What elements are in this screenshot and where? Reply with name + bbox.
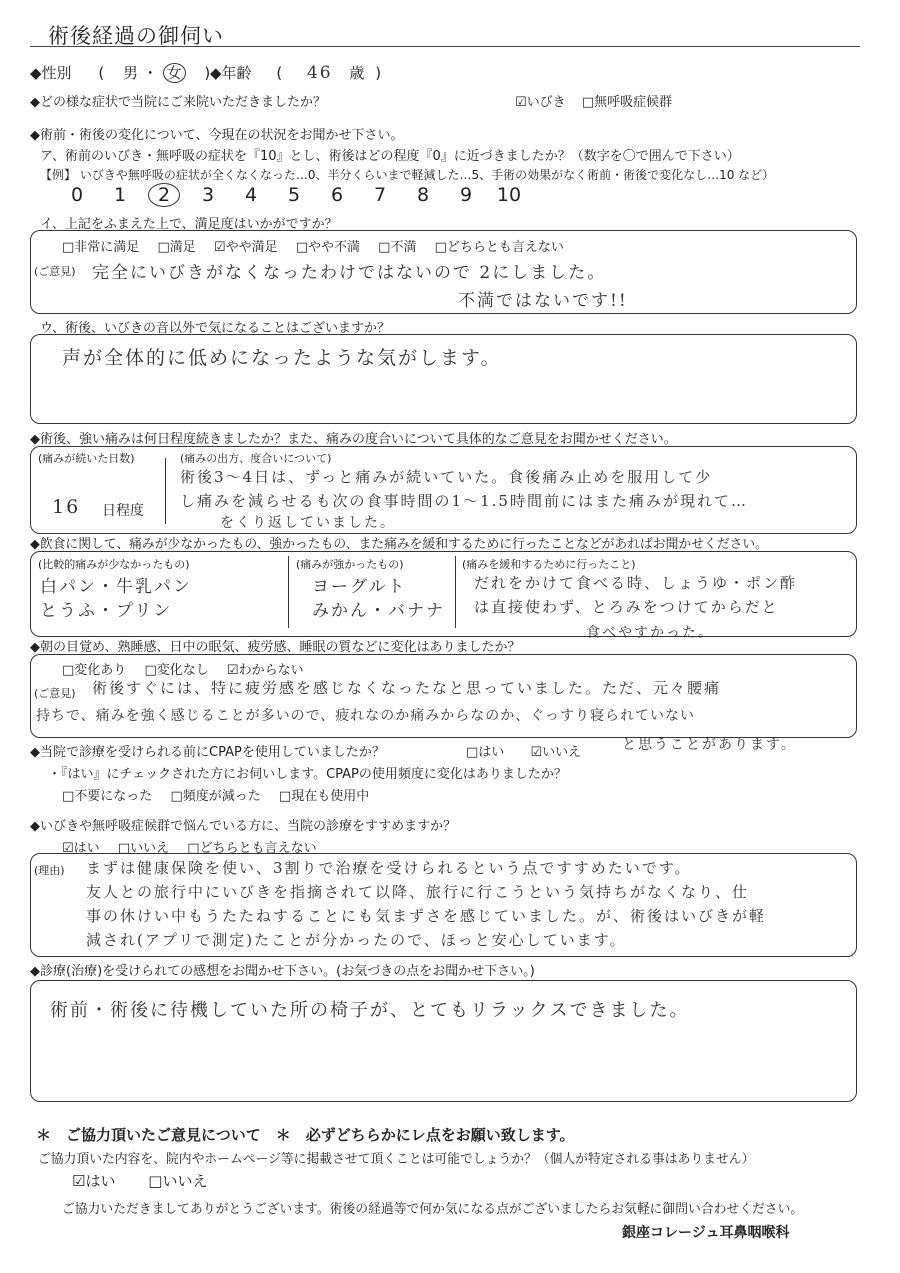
consent-no-checkbox[interactable]: □	[148, 1172, 163, 1190]
satisfaction-option[interactable]: □満足	[157, 240, 196, 255]
satisfaction-opinion-label: (ご意見)	[34, 265, 76, 278]
recommend-option[interactable]: □どちらとも言えない	[187, 841, 317, 856]
gender-sep: ・	[142, 64, 158, 82]
other-answer[interactable]: 声が全体的に低めになったような気がします。	[62, 347, 502, 369]
sleep-option[interactable]: ☑わからない	[226, 663, 304, 678]
satisfaction-option[interactable]: □やや不満	[295, 240, 361, 255]
scale-3[interactable]: 3	[201, 184, 215, 206]
scale-7[interactable]: 7	[373, 184, 387, 206]
recommend-option[interactable]: □いいえ	[117, 841, 170, 856]
food-col2-b[interactable]: みかん・バナナ	[312, 601, 445, 621]
food-col2-a[interactable]: ヨーグルト	[312, 577, 407, 597]
cpap-option[interactable]: □頻度が減った	[170, 789, 261, 804]
pain-days-label: (痛みが続いた日数)	[38, 452, 135, 465]
pain-days-value[interactable]: 16	[52, 496, 81, 518]
consent-options	[72, 1170, 207, 1191]
sleep-answer-3[interactable]: と思うことがあります。	[622, 737, 797, 753]
cpap-option[interactable]: □現在も使用中	[278, 789, 370, 804]
sleep-options	[62, 659, 318, 678]
food-heading: ◆飲食に関して、痛みが少なかったもの、強かったもの、また痛みを緩和するために行ったことなどがあればお聞かせください。	[30, 537, 768, 552]
pain-answer-1[interactable]: 術後3～4日は、ずっと痛みが続いていた。食後痛み止めを服用して少	[180, 468, 713, 486]
cpap-no-checkbox[interactable]: ☑	[530, 745, 543, 760]
cpap-option[interactable]: □不要になった	[62, 789, 153, 804]
symptom-snoring-checkbox[interactable]: ☑	[515, 95, 527, 110]
other-heading: ウ、術後、いびきの音以外で気になることはございますか？	[40, 321, 390, 336]
satisfaction-option[interactable]: □どちらとも言えない	[434, 240, 564, 255]
food-col3-a[interactable]: だれをかけて食べる時、しょうゆ・ポン酢	[474, 574, 798, 592]
scale-10[interactable]: 10	[496, 184, 522, 206]
scale-9[interactable]: 9	[459, 184, 473, 206]
pain-detail-label: (痛みの出方、度合いについて)	[180, 452, 332, 465]
satisfaction-option[interactable]: □非常に満足	[62, 240, 140, 255]
sleep-option[interactable]: □変化あり	[62, 663, 127, 678]
satisfaction-heading: イ、上記をふまえた上で、満足度はいかがですか？	[40, 217, 338, 232]
cpap-options	[466, 741, 581, 760]
symptom-apnea-label: 無呼吸症候群	[594, 95, 673, 110]
change-scale	[62, 183, 524, 207]
cpap-no-label: いいえ	[542, 745, 582, 760]
change-example: 【例】 いびきや無呼吸の症状が全くなくなった…0、半分くらいまで軽減した…5、手術の効果がなく術前・術後で変化なし…10 など）	[40, 168, 775, 182]
scale-5[interactable]: 5	[287, 184, 301, 206]
food-col1-b[interactable]: とうふ・プリン	[40, 601, 173, 621]
impression-answer[interactable]: 術前・術後に待機していた所の椅子が、とてもリラックスできました。	[50, 1000, 690, 1021]
symptom-question: ◆どの様な症状で当院にご来院いただきましたか？	[30, 95, 326, 110]
satisfaction-option[interactable]: ☑やや満足	[213, 240, 278, 255]
food-col3-c[interactable]: 食べやすかった。	[586, 625, 714, 641]
sleep-answer-1[interactable]: 術後すぐには、特に疲労感を感じなくなったなと思っていました。ただ、元々腰痛	[92, 679, 722, 697]
satisfaction-options	[62, 236, 578, 255]
symptom-snoring-label: いびき	[526, 95, 566, 110]
change-question: ア、術前のいびき・無呼吸の症状を『10』とし、術後はどの程度『0』に近づきましたか？（数字を〇で囲んで下さい）	[40, 149, 740, 164]
gender-male[interactable]: 男	[122, 64, 138, 82]
scale-0[interactable]: 0	[70, 184, 84, 206]
satisfaction-answer-2[interactable]: 不満ではないです!!	[458, 291, 628, 311]
consent-no-label: いいえ	[162, 1172, 208, 1190]
pain-divider	[165, 458, 166, 524]
satisfaction-option[interactable]: □不満	[378, 240, 417, 255]
impression-heading: ◆診療(治療)を受けられての感想をお聞かせ下さい。(お気づきの点をお聞かせ下さい。)	[30, 964, 535, 979]
cpap-followup: ・『はい』にチェックされた方にお伺いします。CPAPの使用頻度に変化はありましたか？	[48, 767, 567, 782]
recommend-heading: ◆いびきや無呼吸症候群で悩んでいる方に、当院の診療をすすめますか？	[30, 819, 457, 834]
gender-row: ◆性別 ( 男 ・ 女 )	[30, 64, 211, 82]
sleep-option[interactable]: □変化なし	[144, 663, 209, 678]
food-col3-b[interactable]: は直接使わず、とろみをつけてからだと	[474, 598, 779, 616]
page-title: 術後経過の御伺い	[48, 24, 224, 48]
cpap-yes-label: はい	[478, 745, 505, 760]
food-col3-label: (痛みを緩和するために行ったこと)	[462, 558, 636, 571]
cpap-followup-options	[62, 785, 383, 804]
recommend-answer-1[interactable]: まずは健康保険を使い、3割りで治療を受けられるという点ですすめたいです。	[86, 859, 692, 877]
recommend-answer-3[interactable]: 事の休けい中もうたたねすることにも気まずさを感じていました。が、術後はいびきが軽	[86, 907, 767, 925]
recommend-answer-4[interactable]: 減され(アプリで測定)たことが分かったので、ほっと安心しています。	[86, 931, 627, 949]
sleep-opinion-label: (ご意見)	[34, 687, 76, 700]
pain-days-unit: 日程度	[102, 503, 144, 519]
sleep-heading: ◆朝の目覚め、熟睡感、日中の眠気、疲労感、睡眠の質などに変化はありましたか？	[30, 640, 521, 655]
age-unit: 歳	[349, 64, 365, 82]
consent-yes-checkbox[interactable]: ☑	[72, 1172, 86, 1190]
symptom-options	[515, 91, 672, 110]
consent-question: ご協力頂いた内容を、院内やホームページ等に掲載させて頂くことは可能でしょうか？（個人が特定される事はありません）	[38, 1152, 755, 1167]
recommend-reason-label: (理由)	[34, 864, 65, 877]
food-divider-2	[455, 556, 456, 628]
cpap-yes-checkbox[interactable]: □	[466, 745, 479, 760]
scale-8[interactable]: 8	[416, 184, 430, 206]
food-col1-a[interactable]: 白パン・牛乳パン	[40, 577, 192, 597]
scale-4[interactable]: 4	[244, 184, 258, 206]
recommend-answer-2[interactable]: 友人との旅行中にいびきを指摘されて以降、旅行に行こうという気持ちがなくなり、仕	[86, 883, 750, 901]
change-heading: ◆術前・術後の変化について、今現在の状況をお聞かせ下さい。	[30, 128, 404, 143]
recommend-option[interactable]: ☑はい	[62, 841, 100, 856]
age-row: ◆年齢 ( 46 歳 )	[210, 63, 382, 83]
food-col2-label: (痛みが強かったもの)	[296, 558, 404, 571]
food-col1-label: (比較的痛みが少なかったもの)	[38, 558, 190, 571]
thanks-text: ご協力いただきましてありがとうございます。術後の経過等で何か気になる点がございましたらお気軽に御問い合わせください。	[62, 1202, 804, 1217]
pain-heading: ◆術後、強い痛みは何日程度続きましたか？また、痛みの度合いについて具体的なご意見をお聞かせください。	[30, 432, 677, 447]
gender-label: ◆性別	[30, 64, 72, 82]
scale-2[interactable]: 2	[148, 183, 180, 207]
scale-1[interactable]: 1	[113, 184, 127, 206]
symptom-apnea-checkbox[interactable]: □	[581, 95, 595, 110]
pain-answer-2[interactable]: し痛みを減らせるも次の食事時間の1～1.5時間前にはまた痛みが現れて…	[180, 492, 748, 510]
food-divider-1	[288, 556, 289, 628]
age-label: ◆年齢	[210, 64, 252, 82]
consent-yes-label: はい	[85, 1172, 116, 1190]
pain-answer-3[interactable]: をくり返していました。	[220, 515, 396, 531]
gender-female[interactable]: 女	[163, 63, 186, 83]
title-divider	[30, 46, 860, 47]
cpap-heading: ◆当院で診療を受けられる前にCPAPを使用していましたか？	[30, 745, 385, 760]
scale-6[interactable]: 6	[330, 184, 344, 206]
clinic-name: 銀座コレージュ耳鼻咽喉科	[622, 1225, 790, 1241]
satisfaction-answer-1[interactable]: 完全にいびきがなくなったわけではないので 2にしました。	[92, 263, 607, 283]
sleep-answer-2[interactable]: 持ちで、痛みを強く感じることが多いので、疲れなのか痛みからなのか、ぐっすり寝られていない	[36, 708, 696, 724]
age-value[interactable]: 46	[306, 63, 333, 83]
consent-title: ＊ ご協力頂いたご意見について ＊ 必ずどちらかにレ点をお願い致します。	[36, 1126, 575, 1144]
